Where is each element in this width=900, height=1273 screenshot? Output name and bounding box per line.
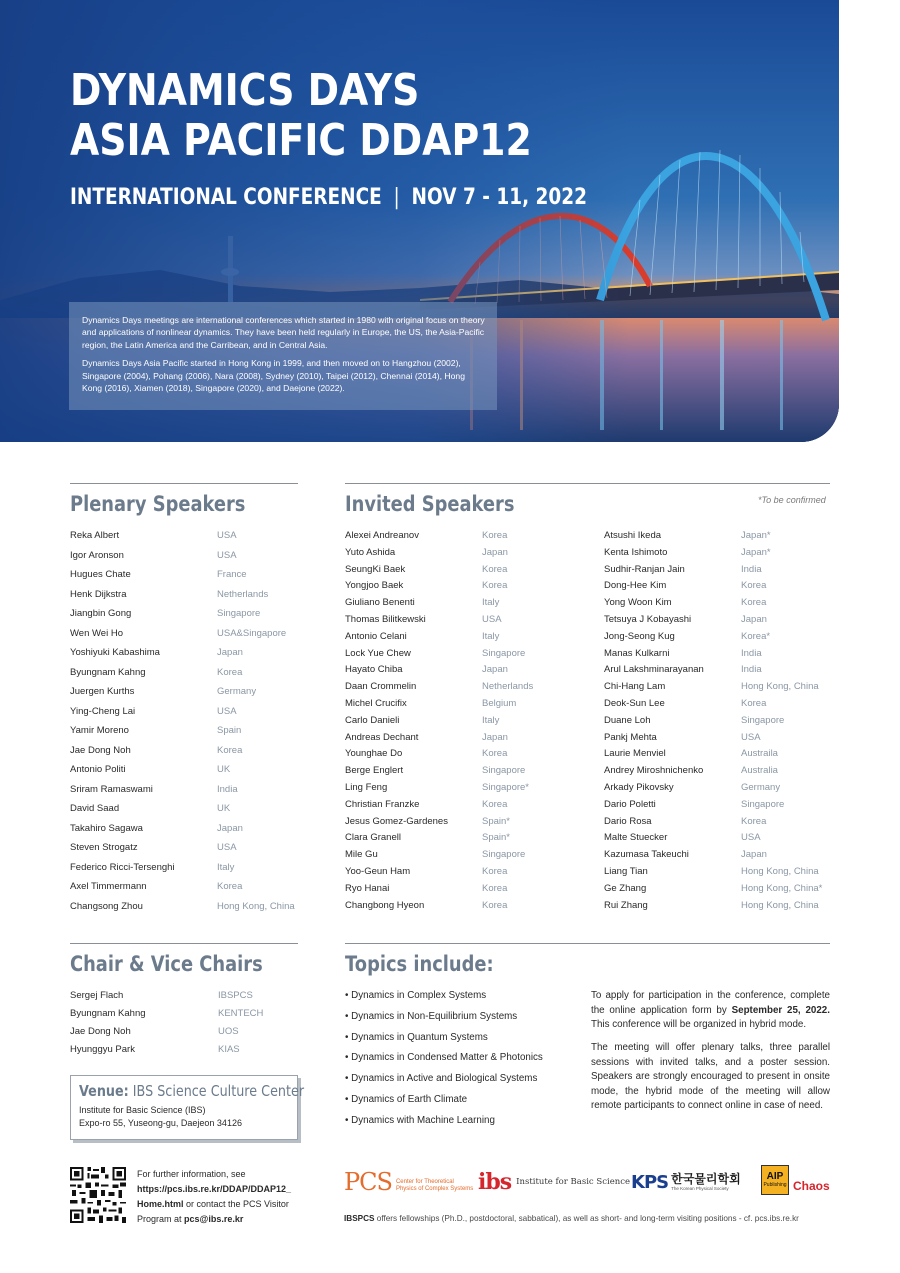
invited-speaker-row [345, 530, 585, 547]
chair-name: Byungnam Kahng [70, 1008, 146, 1019]
speaker-name: Axel Timmermann [70, 881, 147, 892]
speaker-country: Japan [217, 822, 243, 834]
plenary-speaker-row [70, 530, 310, 550]
chair-org: UOS [218, 1026, 239, 1037]
hero-banner [0, 0, 839, 442]
speaker-name: Laurie Menviel [604, 748, 666, 760]
speaker-country: France [217, 569, 247, 580]
speaker-name: Antonio Politi [70, 764, 126, 775]
invited-speaker-row [345, 782, 585, 799]
invited-speaker-row [345, 900, 585, 917]
ibs-mark: ibs [478, 1169, 512, 1195]
invited-list-col2 [604, 530, 830, 916]
speaker-name: Alexei Andreanov [345, 530, 419, 541]
chair-row [70, 1044, 298, 1062]
plenary-speaker-row [70, 745, 310, 765]
speaker-country: Korea [217, 666, 243, 678]
speaker-name: Andrey Miroshnichenko [604, 765, 704, 777]
invited-speaker-row [345, 664, 585, 681]
invited-speaker-row [604, 530, 830, 547]
speaker-name: Mile Gu [345, 849, 378, 861]
speaker-name: Hayato Chiba [345, 664, 403, 676]
topics-list [345, 990, 543, 1136]
speaker-name: Yoo-Geun Ham [345, 865, 411, 877]
kps-mark: KPS [631, 1171, 669, 1193]
plenary-speaker-row [70, 823, 310, 843]
speaker-name: Dong-Hee Kim [604, 580, 667, 592]
chair-org: KENTECH [218, 1008, 264, 1019]
speaker-country: USA&Singapore [217, 627, 287, 639]
speaker-name: Ling Feng [345, 781, 388, 793]
chair-name: Jae Dong Noh [70, 1026, 131, 1037]
chairs-title: Chair & Vice Chairs [70, 952, 263, 976]
speaker-name: Byungnam Kahng [70, 666, 146, 678]
speaker-name: Jiangbin Gong [70, 608, 132, 619]
chairs-list [70, 990, 298, 1062]
contact-mid: or contact the PCS Visitor Program at [137, 1199, 289, 1224]
topics-title: Topics include: [345, 952, 494, 976]
speaker-country: India [741, 563, 762, 575]
speaker-name: Federico Ricci-Tersenghi [70, 861, 175, 873]
invited-speaker-row [604, 849, 830, 866]
speaker-name: Kenta Ishimoto [604, 546, 668, 558]
plenary-speaker-row [70, 608, 310, 628]
speaker-name: Arkady Pikovsky [604, 781, 674, 793]
chair-row [70, 1008, 298, 1026]
speaker-name: Carlo Danieli [345, 714, 400, 726]
speaker-country: Spain* [482, 832, 510, 844]
speaker-name: Michel Crucifix [345, 697, 407, 709]
footer-text: offers fellowships (Ph.D., postdoctoral, sabbatical), as well as short- and long-term visiting positions - cf. pcs.ibs.re.kr [374, 1214, 799, 1223]
speaker-country: UK [217, 764, 231, 775]
invited-speaker-row [604, 614, 830, 631]
speaker-name: Christian Franzke [345, 798, 420, 810]
speaker-country: Australia [741, 765, 778, 777]
speaker-name: Ryo Hanai [345, 882, 390, 894]
speaker-name: Clara Granell [345, 832, 401, 844]
chair-name: Hyunggyu Park [70, 1044, 135, 1055]
topic-item: • Dynamics with Machine Learning [345, 1114, 495, 1126]
conference-subtitle [70, 185, 587, 210]
apply-text: To apply for participation in the conference, complete the online application form by [591, 990, 830, 1016]
contact-info [137, 1167, 307, 1227]
speaker-country: Korea [482, 798, 508, 810]
speaker-country: Hong Kong, China [741, 899, 819, 911]
invited-speaker-row [345, 765, 585, 782]
speaker-country: Korea [482, 748, 508, 760]
invited-speaker-row [604, 698, 830, 715]
invited-speaker-row [345, 547, 585, 564]
pcs-text-1: Center for Theoretical [395, 1179, 454, 1185]
ibs-logo [478, 1166, 630, 1198]
speaker-country: Singapore [217, 608, 261, 619]
speaker-country: Singapore [482, 849, 526, 861]
invited-speaker-row [345, 715, 585, 732]
invited-speaker-row [345, 832, 585, 849]
plenary-rule [70, 483, 298, 484]
speaker-name: Jong-Seong Kug [604, 630, 675, 642]
contact-prefix: For further information, see [137, 1169, 246, 1179]
invited-speaker-row [604, 681, 830, 698]
speaker-country: Japan [482, 731, 508, 743]
chair-row [70, 1026, 298, 1044]
topics-rule [345, 943, 830, 944]
invited-speaker-row [345, 564, 585, 581]
speaker-name: Reka Albert [70, 530, 120, 541]
invited-speaker-row [604, 883, 830, 900]
invited-speaker-row [604, 580, 830, 597]
contact-url-2[interactable]: Home.html [137, 1199, 184, 1209]
venue-label: Venue: [79, 1082, 129, 1100]
invited-speaker-row [604, 748, 830, 765]
ibs-text: Institute for Basic Science [516, 1177, 630, 1187]
title-line-1: DYNAMICS DAYS [70, 65, 420, 116]
chair-name: Sergej Flach [70, 990, 124, 1001]
pcs-logo [344, 1166, 473, 1198]
speaker-country: Italy [482, 630, 500, 642]
contact-url-1[interactable]: https://pcs.ibs.re.kr/DDAP/DDAP12_ [137, 1184, 292, 1194]
speaker-name: Rui Zhang [604, 899, 648, 911]
plenary-speaker-row [70, 706, 310, 726]
speaker-country: Japan* [741, 546, 771, 558]
invited-speaker-row [604, 765, 830, 782]
invited-speaker-row [604, 732, 830, 749]
speaker-name: Jesus Gomez-Gardenes [345, 815, 448, 827]
speaker-country: Korea [741, 597, 767, 609]
plenary-speaker-row [70, 569, 310, 589]
chairs-rule [70, 943, 298, 944]
speaker-name: Steven Strogatz [70, 842, 138, 853]
venue-address: Expo-ro 55, Yuseong-gu, Daejeon 34126 [79, 1118, 242, 1128]
speaker-name: Juergen Kurths [70, 686, 135, 697]
speaker-country: Korea [482, 530, 508, 541]
invited-title: Invited Speakers [345, 492, 515, 516]
subtitle-type: INTERNATIONAL CONFERENCE [70, 185, 382, 210]
speaker-country: Korea [217, 881, 243, 892]
intro-paragraph-1: Dynamics Days meetings are international conferences which started in 1980 with original focus on theory and applications of nonlinear dynamics. They have been held regularly in Europe, the US, the Asia-Pacific region, the Latin America and the Carribean, and in Central Asia. [82, 315, 485, 350]
speaker-name: David Saad [70, 803, 120, 814]
speaker-country: Korea [482, 580, 508, 592]
invited-list-col1 [345, 530, 585, 916]
chair-org: IBSPCS [218, 990, 253, 1001]
intro-box [69, 302, 497, 410]
speaker-country: Germany [217, 686, 257, 697]
speaker-country: Korea [482, 563, 508, 575]
plenary-speaker-row [70, 647, 310, 667]
speaker-name: Andreas Dechant [345, 731, 419, 743]
speaker-country: Hong Kong, China* [741, 882, 823, 894]
invited-speaker-row [345, 681, 585, 698]
speaker-country: Belgium [482, 697, 517, 709]
speaker-country: Germany [741, 781, 781, 793]
invited-speaker-row [604, 664, 830, 681]
speaker-country: Hong Kong, China [217, 900, 295, 912]
invited-speaker-row [345, 799, 585, 816]
speaker-name: Dario Poletti [604, 798, 656, 810]
speaker-country: Japan [741, 613, 767, 625]
speaker-name: Giuliano Benenti [345, 597, 415, 609]
speaker-name: Antonio Celani [345, 630, 407, 642]
speaker-name: Liang Tian [604, 865, 648, 877]
meeting-paragraph: The meeting will offer plenary talks, three parallel sessions with invited talks, and a poster session. Speakers are strongly encouraged to present in onsite mode, the hybrid mode of the meeting will allow remote participants to connect online in case of need. [591, 1042, 830, 1112]
speaker-name: Chi-Hang Lam [604, 681, 666, 693]
speaker-country: Korea [482, 865, 508, 877]
plenary-speaker-row [70, 901, 310, 921]
speaker-name: Duane Loh [604, 714, 651, 726]
invited-speaker-row [604, 816, 830, 833]
plenary-speaker-row [70, 667, 310, 687]
invited-speaker-row [604, 631, 830, 648]
speaker-country: Singapore* [482, 781, 530, 793]
speaker-name: Changsong Zhou [70, 900, 143, 912]
speaker-country: Korea [482, 882, 508, 894]
speaker-name: Ying-Cheng Lai [70, 705, 136, 717]
speaker-country: Singapore [741, 714, 785, 726]
conference-title [70, 66, 552, 166]
speaker-country: India [741, 664, 762, 676]
speaker-name: Jae Dong Noh [70, 744, 131, 756]
speaker-country: Singapore [741, 798, 785, 810]
speaker-country: Spain* [482, 815, 510, 827]
contact-email[interactable]: pcs@ibs.re.kr [184, 1214, 244, 1224]
invited-speaker-row [604, 547, 830, 564]
plenary-speaker-row [70, 686, 310, 706]
invited-speaker-row [604, 782, 830, 799]
speaker-country: Korea [217, 744, 243, 756]
invited-speaker-row [345, 698, 585, 715]
speaker-country: Singapore [482, 647, 526, 659]
speaker-name: Atsushi Ikeda [604, 530, 662, 541]
speaker-country: UK [217, 803, 231, 814]
speaker-country: Netherlands [482, 681, 534, 693]
speaker-name: Pankj Mehta [604, 731, 657, 743]
speaker-country: Italy [217, 861, 235, 873]
invited-speaker-row [604, 648, 830, 665]
plenary-speaker-row [70, 784, 310, 804]
topic-item: • Dynamics in Condensed Matter & Photonics [345, 1052, 543, 1064]
speaker-country: USA [741, 731, 761, 743]
invited-speaker-row [604, 866, 830, 883]
speaker-country: USA [482, 613, 502, 625]
speaker-country: Japan* [741, 530, 771, 541]
kps-logo [631, 1166, 741, 1198]
speaker-name: Hugues Chate [70, 569, 131, 580]
speaker-name: Malte Stuecker [604, 832, 668, 844]
speaker-name: Sriram Ramaswami [70, 783, 153, 795]
subtitle-dates: NOV 7 - 11, 2022 [411, 185, 587, 210]
speaker-name: Yuto Ashida [345, 546, 396, 558]
invited-speaker-row [345, 614, 585, 631]
topic-item: • Dynamics in Quantum Systems [345, 1031, 488, 1043]
aip-text-2: Publishing [763, 1181, 787, 1188]
footer-bold: IBSPCS [344, 1214, 375, 1223]
plenary-speaker-row [70, 862, 310, 882]
speaker-country: Korea* [741, 630, 771, 642]
speaker-name: Arul Lakshminarayanan [604, 664, 704, 676]
speaker-name: Daan Crommelin [345, 681, 417, 693]
invited-speaker-row [604, 832, 830, 849]
speaker-country: Korea [741, 815, 767, 827]
speaker-name: Yamir Moreno [70, 725, 129, 736]
pcs-text-2: Physics of Complex Systems [395, 1186, 474, 1192]
aip-chaos-logo [761, 1164, 830, 1196]
speaker-country: USA [217, 530, 237, 541]
title-line-2: ASIA PACIFIC DDAP12 [70, 115, 532, 166]
invited-speaker-row [345, 816, 585, 833]
plenary-speaker-row [70, 725, 310, 745]
application-paragraph [591, 989, 830, 1033]
invited-speaker-row [345, 631, 585, 648]
kps-english: The Korean Physical Society [671, 1185, 729, 1191]
plenary-speaker-row [70, 550, 310, 570]
speaker-country: Korea [482, 899, 508, 911]
speaker-name: Yong Woon Kim [604, 597, 672, 609]
kps-korean: 한국물리학회 [671, 1171, 741, 1186]
speaker-country: Singapore [482, 765, 526, 777]
speaker-country: Netherlands [217, 588, 269, 600]
speaker-country: Japan [741, 849, 767, 861]
invited-speaker-row [604, 715, 830, 732]
invited-speaker-row [345, 849, 585, 866]
invited-speaker-row [604, 564, 830, 581]
speaker-country: USA [217, 842, 237, 853]
chair-org: KIAS [218, 1044, 240, 1055]
topic-item: • Dynamics in Complex Systems [345, 990, 487, 1001]
invited-speaker-row [345, 648, 585, 665]
topic-item: • Dynamics in Non-Equilibrium Systems [345, 1010, 518, 1022]
invited-speaker-row [345, 748, 585, 765]
speaker-country: Spain [217, 725, 242, 736]
speaker-name: Ge Zhang [604, 882, 647, 894]
speaker-country: Italy [482, 597, 500, 609]
speaker-name: Wen Wei Ho [70, 627, 123, 639]
plenary-speaker-row [70, 589, 310, 609]
invited-speaker-row [604, 597, 830, 614]
speaker-country: USA [217, 549, 237, 561]
speaker-name: Igor Aronson [70, 549, 124, 561]
plenary-list [70, 530, 310, 920]
topic-item: • Dynamics of Earth Climate [345, 1093, 468, 1105]
footer-note [344, 1214, 799, 1223]
application-deadline: September 25, 2022. [731, 1004, 830, 1016]
plenary-speaker-row [70, 842, 310, 862]
speaker-country: Hong Kong, China [741, 681, 819, 693]
chaos-text: Chaos [793, 1179, 830, 1193]
intro-paragraph-2: Dynamics Days Asia Pacific started in Hong Kong in 1999, and then moved on to Hangzhou (2002), Singapore (2004), Pohang (2006), Nara (2008), Sydney (2010), Taipei (2012), Chennai (2014), Hong Kong (2016), Xiamen (2018), Singapore (2020), and Daejone (2022). [82, 358, 465, 394]
speaker-country: Korea [741, 697, 767, 709]
speaker-name: Tetsuya J Kobayashi [604, 613, 692, 625]
venue-institute: Institute for Basic Science (IBS) [79, 1105, 206, 1115]
venue-name: IBS Science Culture Center [132, 1082, 305, 1100]
hybrid-text: This conference will be organized in hybrid mode. [591, 1019, 807, 1031]
plenary-speaker-row [70, 881, 310, 901]
subtitle-separator: | [393, 185, 400, 210]
speaker-name: Yongjoo Baek [345, 580, 404, 592]
speaker-name: Kazumasa Takeuchi [604, 849, 689, 861]
speaker-name: Lock Yue Chew [345, 647, 411, 659]
invited-speaker-row [345, 597, 585, 614]
speaker-name: Henk Dijkstra [70, 588, 127, 600]
speaker-country: Austraila [741, 748, 778, 760]
plenary-title: Plenary Speakers [70, 492, 246, 516]
invited-speaker-row [345, 732, 585, 749]
speaker-name: Changbong Hyeon [345, 899, 425, 911]
speaker-name: Sudhir-Ranjan Jain [604, 563, 685, 575]
speaker-country: Japan [482, 664, 508, 676]
invited-speaker-row [604, 799, 830, 816]
venue-heading [79, 1082, 305, 1100]
qr-code-icon[interactable] [70, 1167, 126, 1223]
pcs-mark: PCS [344, 1168, 392, 1196]
invited-speaker-row [345, 866, 585, 883]
aip-text-1: AIP [766, 1170, 784, 1182]
topic-item: • Dynamics in Active and Biological Systems [345, 1073, 538, 1085]
speaker-name: Thomas Bilitkewski [345, 613, 426, 625]
speaker-name: Deok-Sun Lee [604, 697, 665, 709]
plenary-speaker-row [70, 803, 310, 823]
speaker-name: Takahiro Sagawa [70, 822, 143, 834]
plenary-speaker-row [70, 764, 310, 784]
speaker-country: Hong Kong, China [741, 865, 819, 877]
speaker-country: Italy [482, 714, 500, 726]
chair-row [70, 990, 298, 1008]
venue-box [70, 1075, 305, 1140]
speaker-name: Yoshiyuki Kabashima [70, 647, 160, 658]
speaker-country: India [217, 783, 238, 795]
speaker-name: Manas Kulkarni [604, 647, 670, 659]
speaker-name: Younghae Do [345, 748, 403, 760]
invited-speaker-row [345, 580, 585, 597]
speaker-country: Korea [741, 580, 767, 592]
to-be-confirmed-note: *To be confirmed [758, 495, 826, 505]
speaker-country: USA [217, 705, 237, 717]
speaker-country: Japan [482, 546, 508, 558]
speaker-name: SeungKi Baek [345, 563, 406, 575]
invited-speaker-row [604, 900, 830, 917]
speaker-country: India [741, 647, 762, 659]
invited-speaker-row [345, 883, 585, 900]
speaker-name: Dario Rosa [604, 815, 652, 827]
speaker-name: Berge Englert [345, 765, 404, 777]
plenary-speaker-row [70, 628, 310, 648]
invited-rule [345, 483, 830, 484]
speaker-country: USA [741, 832, 761, 844]
speaker-country: Japan [217, 647, 243, 658]
